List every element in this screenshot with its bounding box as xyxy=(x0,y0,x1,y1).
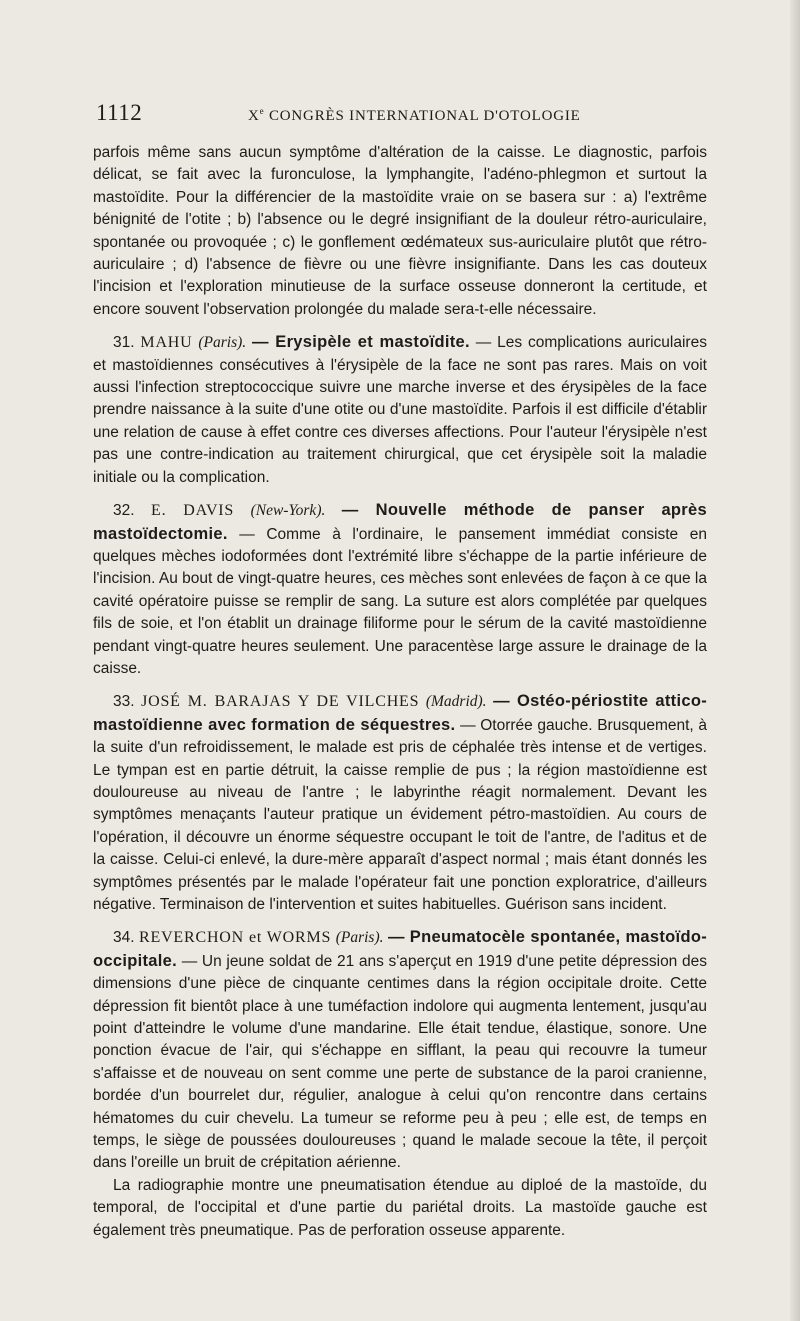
entry-place: (Madrid). xyxy=(425,693,487,711)
entry-32 xyxy=(93,499,707,680)
running-title: Xe CONGRÈS INTERNATIONAL D'OTOLOGIE xyxy=(248,106,581,124)
page-edge xyxy=(790,0,800,1321)
intro-paragraph: parfois même sans aucun symptôme d'altération de la caisse. Le diagnostic, parfois délicat, se fait avec la furonculose, la lymphangite, l'adéno-phlegmon et surtout la mastoïdite. Pour la différencier de la mastoïdite vraie on se basera sur : a) l'extrême bénignité de l'otite ; b) l'absence ou le degré insignifiant de la douleur rétro-auriculaire, spontanée ou provoquée ; c) le gonflement œdémateux sus-auriculaire plutôt que rétro-auriculaire ; d) l'absence de fièvre ou une fièvre insignifiante. Dans les cas douteux l'incision et l'exploration minutieuse de la surface osseuse donneront la certitude, et encore souvent l'observation prolongée du malade sera-t-elle nécessaire. xyxy=(93,144,707,318)
entry-place: (Paris). xyxy=(335,929,384,947)
entry-33 xyxy=(93,690,707,916)
entry-author: REVERCHON et WORMS xyxy=(139,929,332,947)
closing-paragraph: La radiographie montre une pneumatisation étendue au diploé de la mastoïde, du temporal, de l'occipital et d'une partie du pariétal droits. La mastoïde gauche est également très pneumatique. Pas de perforation osseuse apparente. xyxy=(93,1176,707,1239)
entry-title: — Pneumatocèle spontanée, mastoïdo-occipitale. xyxy=(93,928,707,970)
entry-number: 32. xyxy=(113,502,135,520)
body-text xyxy=(93,142,707,1242)
entry-title: — Ostéo-périostite attico-mastoïdienne avec formation de séquestres. xyxy=(93,692,708,734)
page-header xyxy=(96,100,696,132)
entry-title: — Erysipèle et mastoïdite. xyxy=(252,333,470,352)
entry-31 xyxy=(93,331,707,489)
entry-title: — Nouvelle méthode de panser après mastoïdectomie. xyxy=(93,501,707,543)
page-number: 1112 xyxy=(96,100,143,125)
entry-34 xyxy=(93,926,707,1174)
entry-place: (Paris). xyxy=(198,334,247,352)
entry-number: 33. xyxy=(113,693,135,711)
entry-author: E. DAVIS xyxy=(151,502,235,520)
entry-body: — Comme à l'ordinaire, le pansement immédiat consiste en quelques mèches iodoformées dont l'extrémité libre s'échappe de la partie inférieure de l'incision. Au bout de vingt-quatre heures, ces mèches sont enlevées de façon à ce que la cavité opératoire puisse se remplir de sang. La suture est alors complétée par quelques fils de soie, et l'on établit un drainage filiforme pour le sérum de la cavité mastoïdienne pendant vingt-quatre heures seulement. Une paracentèse large assure le drainage de la caisse. xyxy=(93,525,707,677)
entry-body: — Otorrée gauche. Brusquement, à la suite d'un refroidissement, le malade est pris de céphalée très intense et de vertiges. Le tympan est en partie détruit, la caisse remplie de pus ; la région mastoïdienne est douloureuse au niveau de l'antre ; le labyrinthe réagit normalement. Devant les symptômes menaçants l'auteur pratique un évidement pétro-mastoïdien. Au cours de l'opération, il découvre un énorme séquestre occupant le toit de l'antre, de l'aditus et de la caisse. Celui-ci enlevé, la dure-mère apparaît d'aspect normal ; mais étant donnés les symptômes présentés par le malade l'opérateur fait une ponction exploratrice, d'ailleurs négative. Terminaison de l'intervention et suites habituelles. Guérison sans incident. xyxy=(93,716,707,913)
entry-place: (New-York). xyxy=(250,502,326,520)
entry-author: MAHU xyxy=(140,334,193,352)
entry-body: — Un jeune soldat de 21 ans s'aperçut en 1919 d'une petite dépression des dimensions d'une pièce de cinquante centimes dans la région occipitale droite. Cette dépression fit bientôt place à une tuméfaction indolore qui augmenta lentement, jusqu'au point d'atteindre le volume d'une mandarine. Elle était tendue, élastique, sonore. Une ponction évacue de l'air, qui s'échappe en sifflant, la peau qui recouvre la tumeur s'affaisse et de nouveau on sent comme une perte de substance de la paroi cranienne, bordée d'un bourrelet dur, régulier, analogue à celui qu'on rencontre dans certains hématomes du cuir chevelu. La tumeur se reforme peu à peu ; elle est, de temps en temps, le siège de poussées douloureuses ; quand le malade secoue la tête, il perçoit dans l'oreille un bruit de crépitation aérienne. xyxy=(93,952,707,1172)
entry-body: — Les complications auriculaires et mastoïdiennes consécutives à l'érysipèle de la face ne sont pas rares. Mais on voit aussi l'infection streptococcique suivre une marche inverse et des érysipèles de la face prendre naissance à la suite d'une otite ou d'une mastoïdite. Parfois il est difficile d'établir une relation de cause à effet contre ces diverses affections. Pour l'auteur l'érysipèle n'est pas une contre-indication au traitement chirurgical, que cet érysipèle soit la maladie initiale ou la complication. xyxy=(93,334,707,486)
entry-number: 31. xyxy=(113,334,135,352)
entry-number: 34. xyxy=(113,929,135,947)
entry-author: JOSÉ M. BARAJAS Y DE VILCHES xyxy=(141,693,420,711)
